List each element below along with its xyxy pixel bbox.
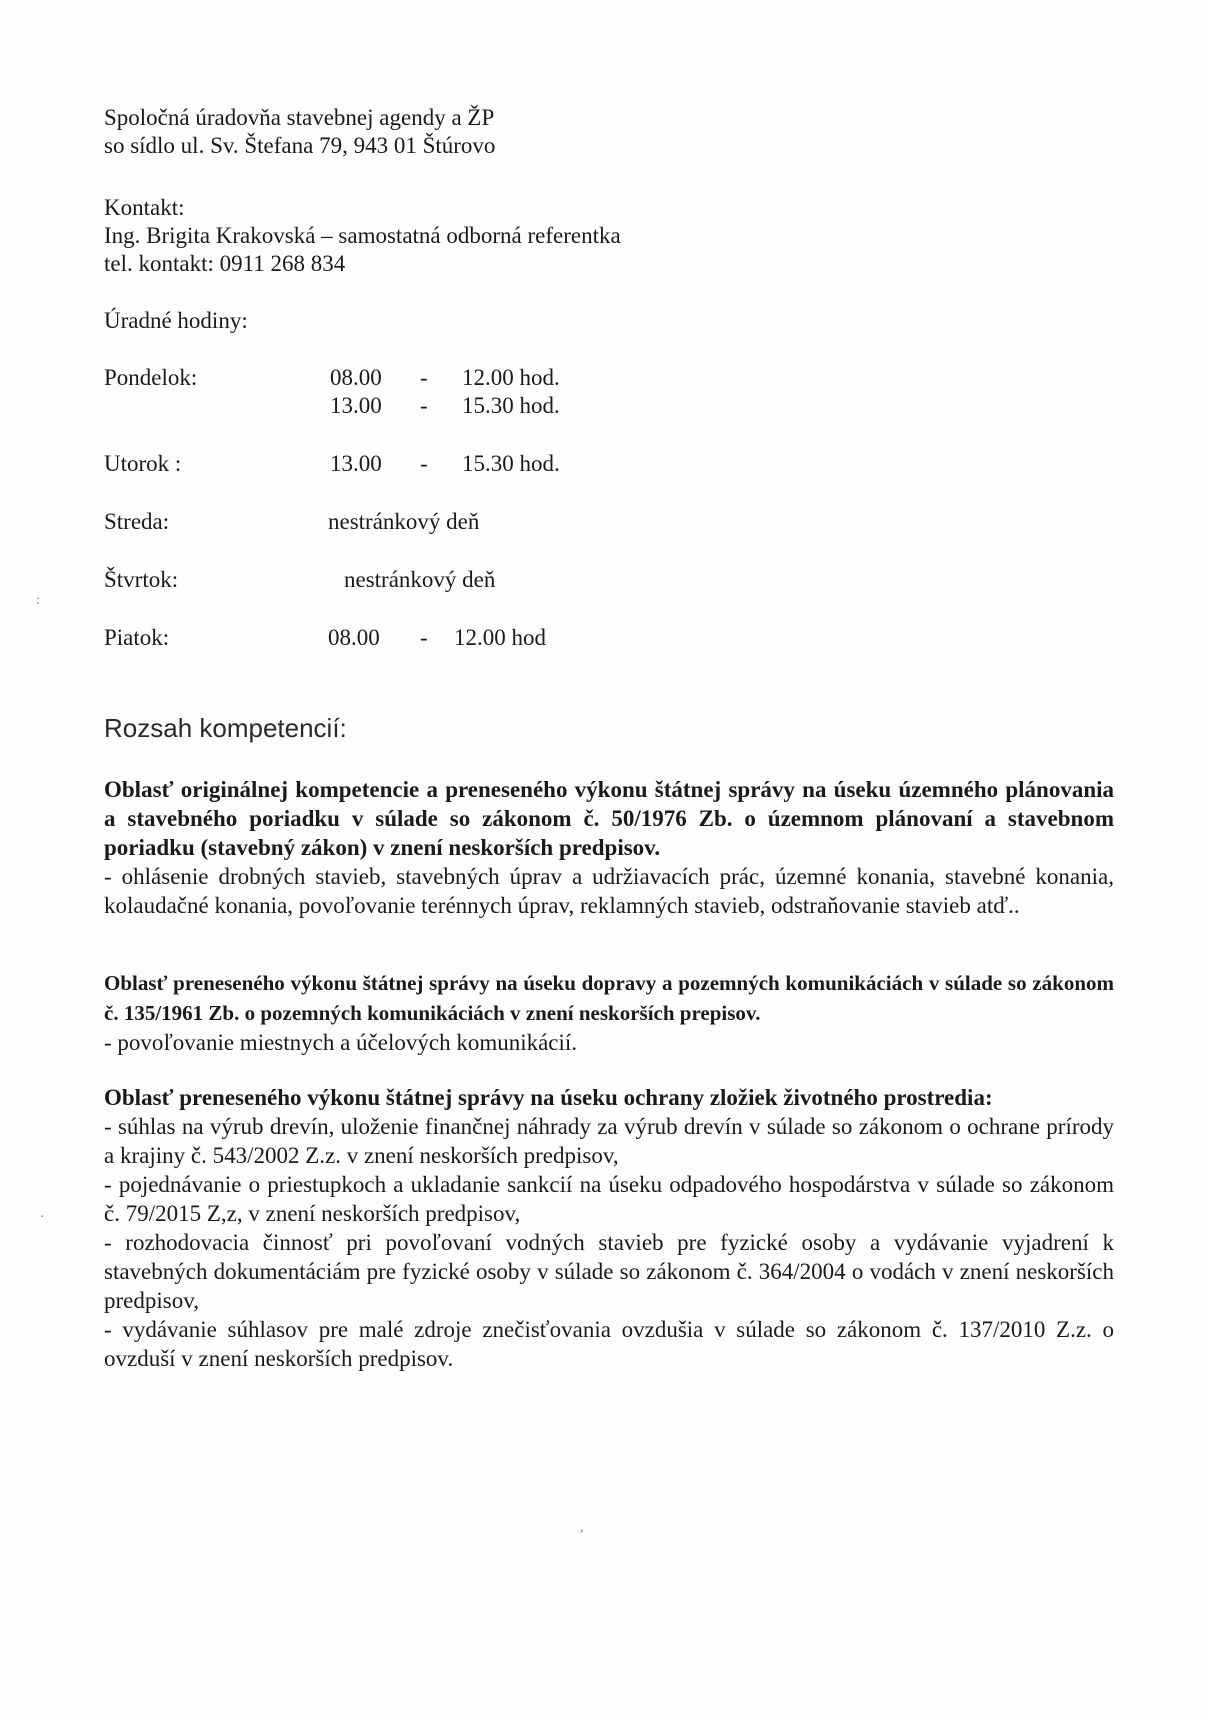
section-title: Oblasť preneseného výkonu štátnej správy na úseku dopravy a pozemných komunikáciách v súlade so zákonom č. 135/1961 Zb. o pozemných komunikáciách v znení neskorších prepisov. <box>104 971 1114 1025</box>
closed-day-note: nestránkový deň <box>344 567 496 592</box>
contact-phone: tel. kontakt: 0911 268 834 <box>104 251 346 276</box>
competence-heading: Rozsah kompetencií: <box>104 713 347 743</box>
time-dash: - <box>420 625 428 650</box>
day-label: Piatok: <box>104 625 170 650</box>
day-label: Utorok : <box>104 451 182 476</box>
competence-section-environment <box>104 1083 1114 1373</box>
scan-speck: · <box>40 1210 45 1225</box>
section-item: - pojednávanie o priestupkoch a ukladanie sankcií na úseku odpadového hospodárstva v súlade so zákonom č. 79/2015 Z,z, v znení neskorších predpisov, <box>104 1172 1114 1226</box>
time-from: 13.00 <box>330 393 382 418</box>
office-hours-label: Úradné hodiny: <box>104 308 248 333</box>
contact-person: Ing. Brigita Krakovská – samostatná odborná referentka <box>104 223 621 248</box>
time-to: 15.30 hod. <box>462 393 560 418</box>
time-to: 15.30 hod. <box>462 451 560 476</box>
day-label: Streda: <box>104 509 170 534</box>
time-to: 12.00 hod. <box>462 365 560 390</box>
section-item: - rozhodovacia činnosť pri povoľovaní vodných stavieb pre fyzické osoby a vydávanie vyjadrení k stavebných dokumentáciám pre fyzické osoby v súlade so zákonom č. 364/2004 o vodách v znení neskorších predpisov, <box>104 1230 1114 1313</box>
time-dash: - <box>420 393 428 418</box>
section-item: - ohlásenie drobných stavieb, stavebných úprav a udržiavacích prác, územné konania, stavebné konania, kolaudačné konania, povoľovanie terénnych úprav, reklamných stavieb, odstraňovanie stavieb atď.. <box>104 864 1114 918</box>
day-label: Pondelok: <box>104 365 198 390</box>
time-from: 08.00 <box>328 625 380 650</box>
time-to: 12.00 hod <box>454 625 546 650</box>
competence-section-zoning <box>104 775 1114 920</box>
section-title: Oblasť originálnej kompetencie a preneseného výkonu štátnej správy na úseku územného plánovania a stavebného poriadku v súlade so zákonom č. 50/1976 Zb. o územnom plánovaní a stavebnom poriadku (stavebný zákon) v znení neskorších predpisov. <box>104 777 1114 860</box>
office-address: so sídlo ul. Sv. Štefana 79, 943 01 Štúrovo <box>104 133 496 158</box>
contact-label: Kontakt: <box>104 195 185 220</box>
section-item: - povoľovanie miestnych a účelových komunikácií. <box>104 1030 578 1055</box>
scan-speck: , <box>580 1520 584 1535</box>
office-name: Spoločná úradovňa stavebnej agendy a ŽP <box>104 105 495 130</box>
time-dash: - <box>420 365 428 390</box>
time-from: 13.00 <box>330 451 382 476</box>
scan-speck: : <box>36 593 40 608</box>
time-dash: - <box>420 451 428 476</box>
section-item: - súhlas na výrub drevín, uloženie finančnej náhrady za výrub drevín v súlade so zákonom o ochrane prírody a krajiny č. 543/2002 Z.z. v znení neskorších predpisov, <box>104 1114 1114 1168</box>
day-label: Štvrtok: <box>104 567 179 592</box>
time-from: 08.00 <box>330 365 382 390</box>
closed-day-note: nestránkový deň <box>328 509 480 534</box>
section-item: - vydávanie súhlasov pre malé zdroje znečisťovania ovzdušia v súlade so zákonom č. 137/2010 Z.z. o ovzduší v znení neskorších predpisov. <box>104 1317 1114 1371</box>
competence-section-transport <box>104 968 1114 1057</box>
section-title: Oblasť preneseného výkonu štátnej správy na úseku ochrany zložiek životného prostredia: <box>104 1085 993 1110</box>
